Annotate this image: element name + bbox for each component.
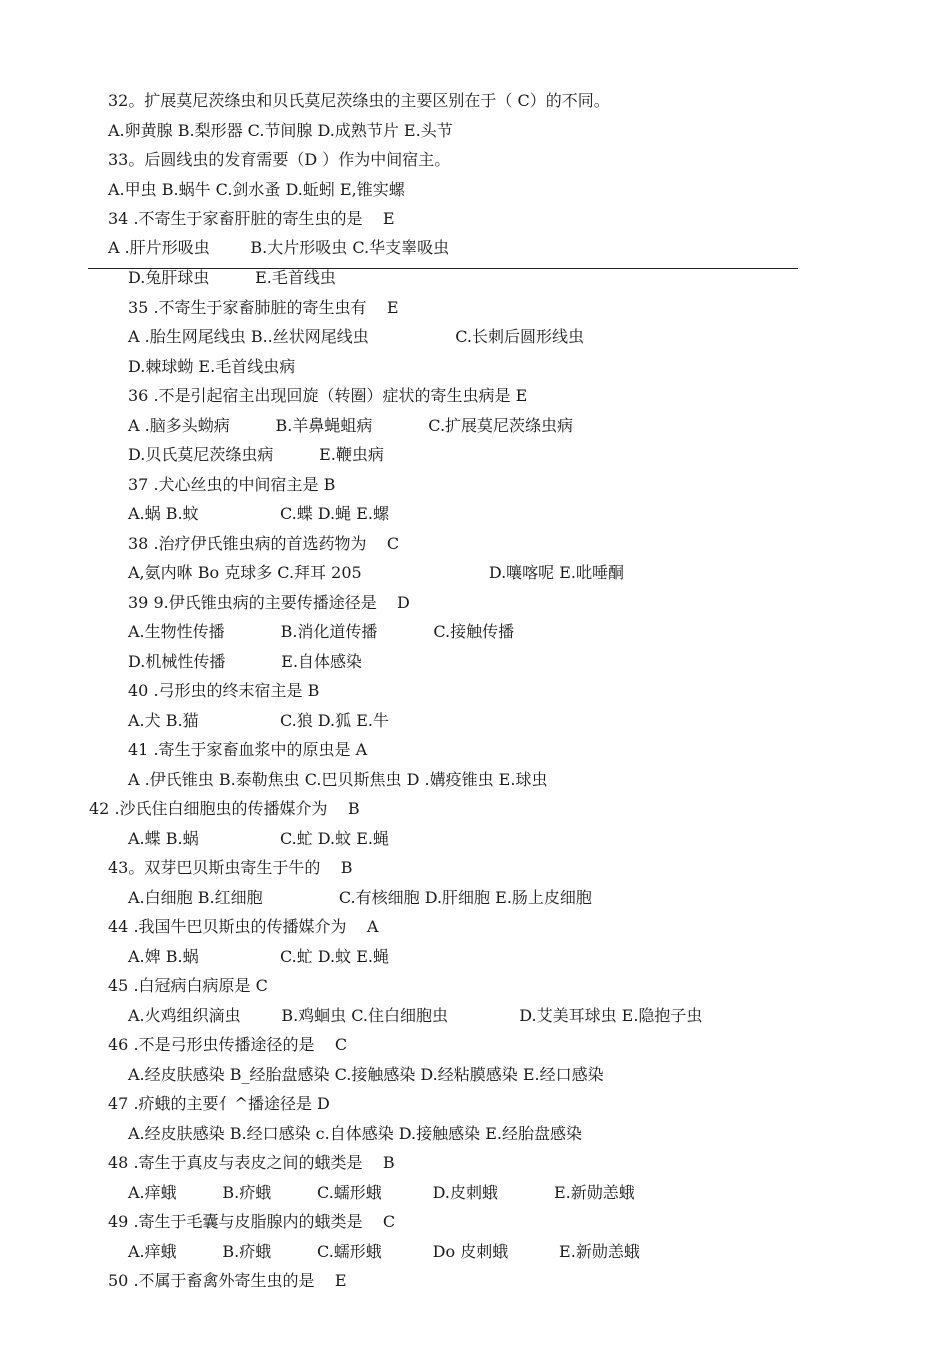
text-line: D.兔肝球虫 E.毛首线虫	[128, 268, 336, 287]
text-line: 47 .疥蛾的主要亻^播途径是 D	[108, 1094, 330, 1113]
text-line: 33。后圆线虫的发育需要（D ）作为中间宿主。	[108, 150, 451, 169]
text-line: D.棘球蚴 E.毛首线虫病	[128, 357, 296, 376]
text-line: A .肝片形吸虫 B.大片形吸虫 C.华支睾吸虫	[108, 238, 450, 257]
text-line: 36 .不是引起宿主出现回旋（转圈）症状的寄生虫病是 E	[128, 386, 528, 405]
text-line: A.生物性传播 B.消化道传播 C.接触传播	[128, 622, 515, 641]
text-line: A.火鸡组织滴虫 B.鸡蛔虫 C.住白细胞虫 D.艾美耳球虫 E.隐抱子虫	[128, 1006, 703, 1025]
text-line: A.蝶 B.蜗 C.虻 D.蚊 E.蝇	[128, 829, 389, 848]
text-line: A .胎生网尾线虫 B..丝状网尾线虫 C.长刺后圆形线虫	[128, 327, 584, 346]
text-line: A.婢 B.蜗 C.虻 D.蚊 E.蝇	[128, 947, 389, 966]
text-line: 35 .不寄生于家畜肺脏的寄生虫有 E	[128, 298, 399, 317]
text-line: 37 .犬心丝虫的中间宿主是 B	[128, 475, 336, 494]
text-line: A .伊氏锥虫 B.泰勒焦虫 C.巴贝斯焦虫 D .媾疫锥虫 E.球虫	[128, 770, 548, 789]
text-line: 48 .寄生于真皮与表皮之间的蛾类是 B	[108, 1153, 395, 1172]
text-line: A.甲虫 B.蜗牛 C.剑水蚤 D.蚯蚓 E,锥实螺	[108, 180, 405, 199]
text-line: A.卵黄腺 B.梨形器 C.节间腺 D.成熟节片 E.头节	[108, 121, 453, 140]
text-line: A.经皮肤感染 B_经胎盘感染 C.接触感染 D.经粘膜感染 E.经口感染	[128, 1065, 604, 1084]
text-line: A.经皮肤感染 B.经口感染 c.自体感染 D.接触感染 E.经胎盘感染	[128, 1124, 582, 1143]
text-line: 40 .弓形虫的终末宿主是 B	[128, 681, 320, 700]
text-line: 44 .我国牛巴贝斯虫的传播媒介为 A	[108, 917, 379, 936]
text-line: A.白细胞 B.红细胞 C.有核细胞 D.肝细胞 E.肠上皮细胞	[128, 888, 592, 907]
text-line: A .脑多头蚴病 B.羊鼻蝇蛆病 C.扩展莫尼茨绦虫病	[128, 416, 574, 435]
text-line: 39 9.伊氏锥虫病的主要传播途径是 D	[128, 593, 410, 612]
text-line: D.贝氏莫尼茨绦虫病 E.鞭虫病	[128, 445, 384, 464]
text-line: A.痒蛾 B.疥蛾 C.蠕形蛾 Do 皮刺蛾 E.新勋恙蛾	[128, 1242, 640, 1261]
text-line: 49 .寄生于毛囊与皮脂腺内的蛾类是 C	[108, 1212, 396, 1231]
text-line: 50 .不属于畜禽外寄生虫的是 E	[108, 1271, 347, 1290]
text-line: 38 .治疗伊氏锥虫病的首选药物为 C	[128, 534, 400, 553]
text-line: 42 .沙氏住白细胞虫的传播媒介为 B	[89, 799, 360, 818]
text-line: 45 .白冠病白病原是 C	[108, 976, 268, 995]
text-line: 43。双芽巴贝斯虫寄生于牛的 B	[108, 858, 353, 877]
text-line: 32。扩展莫尼茨绦虫和贝氏莫尼茨绦虫的主要区别在于（ C）的不同。	[108, 91, 610, 110]
text-line: D.机械性传播 E.自体感染	[128, 652, 363, 671]
text-line: 46 .不是弓形虫传播途径的是 C	[108, 1035, 348, 1054]
text-line: A.蜗 B.蚊 C.蝶 D.蝇 E.螺	[128, 504, 389, 523]
text-line: A.痒蛾 B.疥蛾 C.蠕形蛾 D.皮刺蛾 E.新勋恙蛾	[128, 1183, 635, 1202]
text-line: A.犬 B.猫 C.狼 D.狐 E.牛	[128, 711, 389, 730]
text-line: 41 .寄生于家畜血浆中的原虫是 A	[128, 740, 368, 759]
text-line: 34 .不寄生于家畜肝脏的寄生虫的是 E	[108, 209, 395, 228]
text-line: A,氨内咻 Bo 克球多 C.拜耳 205 D.嚷喀呢 E.吡唾酮	[128, 563, 625, 582]
